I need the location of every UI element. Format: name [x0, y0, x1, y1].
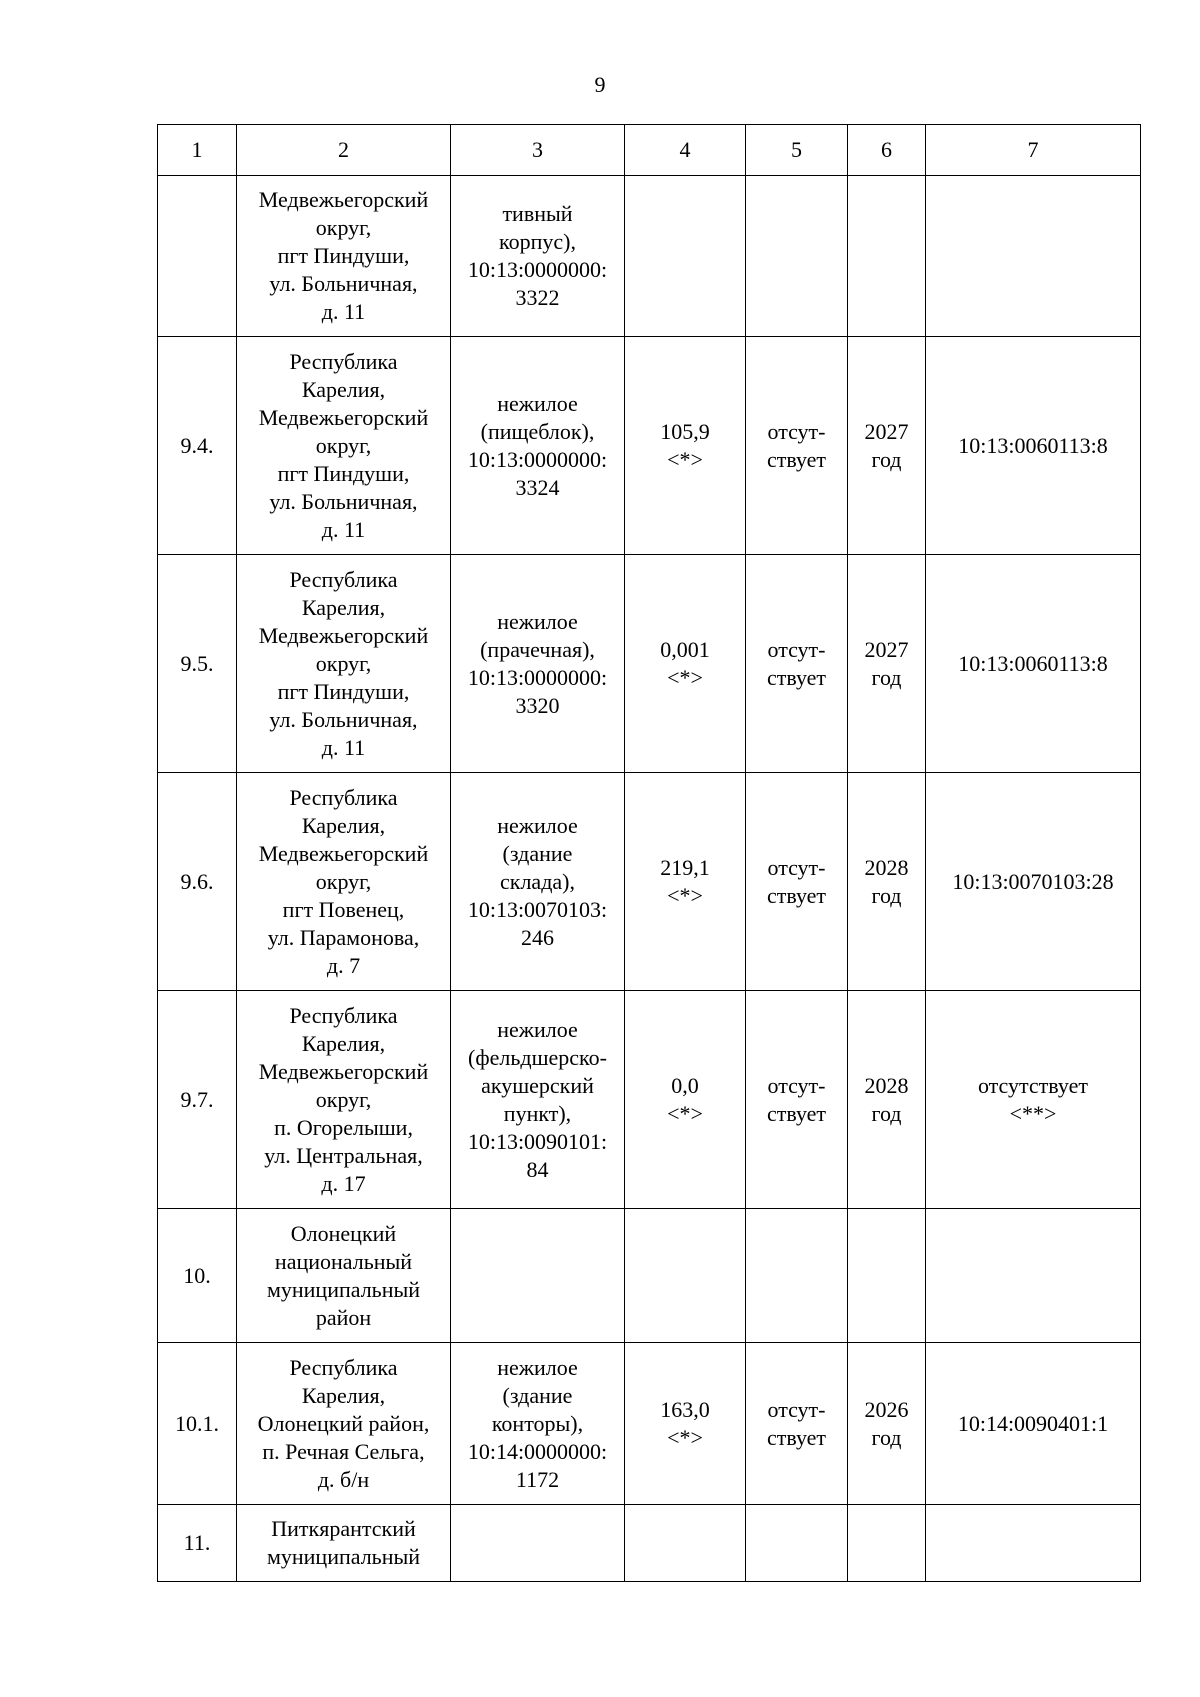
address-cell: Олонецкий национальный муниципальный район [237, 1209, 451, 1343]
area-cell: 0,001 <*> [625, 555, 746, 773]
object-cell: нежилое (пищеблок), 10:13:0000000: 3324 [451, 337, 625, 555]
cadastral-cell: 10:13:0060113:8 [926, 555, 1141, 773]
status-cell: отсут- ствует [746, 337, 848, 555]
area-cell [625, 1505, 746, 1582]
status-cell [746, 1505, 848, 1582]
header-cell-7: 7 [926, 125, 1141, 176]
cadastral-cell [926, 1505, 1141, 1582]
table-row [158, 1343, 1141, 1505]
object-cell: нежилое (фельдшерско- акушерский пункт), 10:13:0090101: 84 [451, 991, 625, 1209]
year-cell: 2027 год [848, 337, 926, 555]
header-cell-5: 5 [746, 125, 848, 176]
property-table [157, 124, 1141, 1582]
row-number-cell: 10.1. [158, 1343, 237, 1505]
area-cell [625, 176, 746, 337]
cadastral-cell: 10:13:0060113:8 [926, 337, 1141, 555]
cadastral-cell: 10:13:0070103:28 [926, 773, 1141, 991]
header-cell-1: 1 [158, 125, 237, 176]
table-row [158, 337, 1141, 555]
area-cell: 0,0 <*> [625, 991, 746, 1209]
area-cell: 105,9 <*> [625, 337, 746, 555]
status-cell: отсут- ствует [746, 555, 848, 773]
cadastral-cell [926, 1209, 1141, 1343]
header-cell-3: 3 [451, 125, 625, 176]
year-cell [848, 1209, 926, 1343]
table-header-row [158, 125, 1141, 176]
status-cell: отсут- ствует [746, 991, 848, 1209]
row-number-cell: 11. [158, 1505, 237, 1582]
address-cell: Республика Карелия, Олонецкий район, п. Речная Сельга, д. б/н [237, 1343, 451, 1505]
object-cell [451, 1505, 625, 1582]
object-cell [451, 1209, 625, 1343]
status-cell: отсут- ствует [746, 773, 848, 991]
table-row [158, 1505, 1141, 1582]
row-number-cell: 9.6. [158, 773, 237, 991]
year-cell: 2028 год [848, 991, 926, 1209]
table-row [158, 555, 1141, 773]
cadastral-cell: отсутствует <**> [926, 991, 1141, 1209]
row-number-cell: 9.7. [158, 991, 237, 1209]
address-cell: Республика Карелия, Медвежьегорский округ, пгт Повенец, ул. Парамонова, д. 7 [237, 773, 451, 991]
cadastral-cell: 10:14:0090401:1 [926, 1343, 1141, 1505]
year-cell [848, 1505, 926, 1582]
object-cell: нежилое (прачечная), 10:13:0000000: 3320 [451, 555, 625, 773]
status-cell [746, 176, 848, 337]
year-cell: 2027 год [848, 555, 926, 773]
table-row [158, 1209, 1141, 1343]
status-cell [746, 1209, 848, 1343]
object-cell: тивный корпус), 10:13:0000000: 3322 [451, 176, 625, 337]
header-cell-4: 4 [625, 125, 746, 176]
area-cell [625, 1209, 746, 1343]
row-number-cell: 9.4. [158, 337, 237, 555]
address-cell: Республика Карелия, Медвежьегорский округ, пгт Пиндуши, ул. Больничная, д. 11 [237, 555, 451, 773]
area-cell: 163,0 <*> [625, 1343, 746, 1505]
object-cell: нежилое (здание склада), 10:13:0070103: 246 [451, 773, 625, 991]
header-cell-2: 2 [237, 125, 451, 176]
year-cell [848, 176, 926, 337]
year-cell: 2028 год [848, 773, 926, 991]
table-row [158, 991, 1141, 1209]
address-cell: Медвежьегорский округ, пгт Пиндуши, ул. Больничная, д. 11 [237, 176, 451, 337]
table-row [158, 773, 1141, 991]
header-cell-6: 6 [848, 125, 926, 176]
object-cell: нежилое (здание конторы), 10:14:0000000: 1172 [451, 1343, 625, 1505]
row-number-cell: 10. [158, 1209, 237, 1343]
address-cell: Республика Карелия, Медвежьегорский округ, пгт Пиндуши, ул. Больничная, д. 11 [237, 337, 451, 555]
year-cell: 2026 год [848, 1343, 926, 1505]
table-row [158, 176, 1141, 337]
address-cell: Питкярантский муниципальный [237, 1505, 451, 1582]
row-number-cell: 9.5. [158, 555, 237, 773]
address-cell: Республика Карелия, Медвежьегорский округ, п. Огорелыши, ул. Центральная, д. 17 [237, 991, 451, 1209]
area-cell: 219,1 <*> [625, 773, 746, 991]
row-number-cell [158, 176, 237, 337]
cadastral-cell [926, 176, 1141, 337]
page-number: 9 [594, 72, 606, 97]
status-cell: отсут- ствует [746, 1343, 848, 1505]
